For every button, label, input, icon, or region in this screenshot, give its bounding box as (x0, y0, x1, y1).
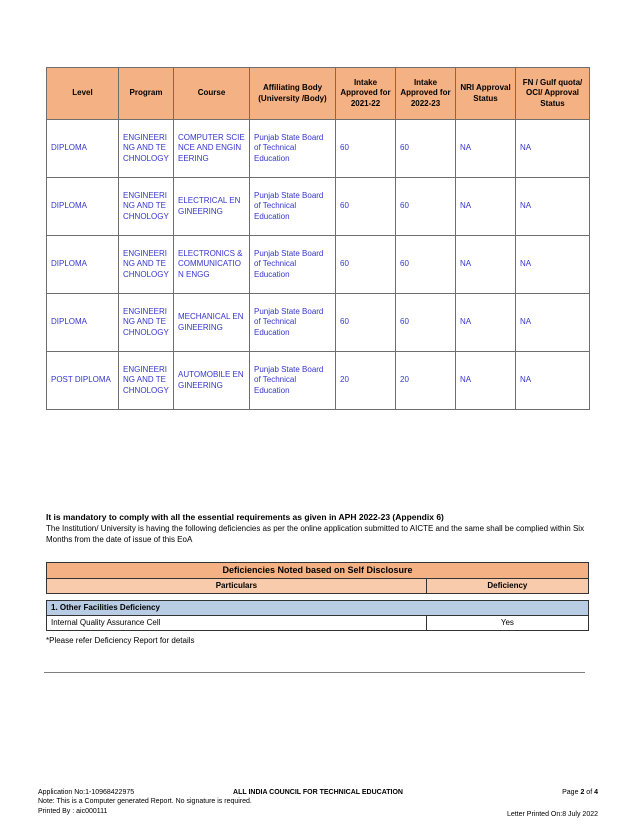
cell-level: DIPLOMA (47, 178, 119, 236)
column-header-fn-gulf-status: FN / Gulf quota/ OCI/ Approval Status (516, 68, 590, 120)
cell-course: ELECTRONICS & COMMUNICATION ENGG (174, 236, 250, 294)
cell-program: ENGINEERING AND TECHNOLOGY (119, 178, 174, 236)
column-header-nri-status: NRI Approval Status (456, 68, 516, 120)
page-number (562, 789, 598, 796)
table-row (47, 178, 590, 236)
cell-course: ELECTRICAL ENGINEERING (174, 178, 250, 236)
cell-intake-2022-23: 60 (396, 178, 456, 236)
cell-particulars: Internal Quality Assurance Cell (47, 616, 427, 630)
deficiency-table-title: Deficiencies Noted based on Self Disclosure (46, 562, 589, 579)
cell-level: DIPLOMA (47, 120, 119, 178)
cell-course: AUTOMOBILE ENGINEERING (174, 352, 250, 410)
cell-nri-status: NA (456, 294, 516, 352)
cell-course: COMPUTER SCIENCE AND ENGINEERING (174, 120, 250, 178)
cell-intake-2022-23: 60 (396, 294, 456, 352)
cell-affiliating-body: Punjab State Board of Technical Education (250, 178, 336, 236)
footer-organization: ALL INDIA COUNCIL FOR TECHNICAL EDUCATION (233, 789, 403, 796)
cell-fn-gulf-status: NA (516, 294, 590, 352)
cell-intake-2022-23: 60 (396, 120, 456, 178)
cell-affiliating-body: Punjab State Board of Technical Education (250, 352, 336, 410)
deficiency-footnote: *Please refer Deficiency Report for details (46, 636, 195, 645)
cell-intake-2022-23: 60 (396, 236, 456, 294)
page-total: 4 (594, 789, 598, 796)
compliance-body: The Institution/ University is having the following deficiencies as per the online application submitted to AICTE and the same shall be complied within Six Months from the date of issue of this EoA (46, 524, 585, 545)
printed-by: Printed By : aic000111 (38, 807, 108, 815)
cell-level: DIPLOMA (47, 236, 119, 294)
table-row (47, 294, 590, 352)
table-row (47, 236, 590, 294)
column-header-level: Level (47, 68, 119, 120)
cell-program: ENGINEERING AND TECHNOLOGY (119, 294, 174, 352)
cell-intake-2021-22: 60 (336, 120, 396, 178)
deficiency-category-row: 1. Other Facilities Deficiency (46, 600, 589, 616)
letter-printed-on: Letter Printed On:8 July 2022 (506, 811, 598, 818)
page-of-label: of (586, 789, 593, 796)
cell-fn-gulf-status: NA (516, 178, 590, 236)
deficiency-table-header-row (46, 579, 589, 594)
cell-intake-2021-22: 60 (336, 178, 396, 236)
column-header-program: Program (119, 68, 174, 120)
cell-fn-gulf-status: NA (516, 120, 590, 178)
cell-affiliating-body: Punjab State Board of Technical Education (250, 120, 336, 178)
cell-program: ENGINEERING AND TECHNOLOGY (119, 352, 174, 410)
cell-nri-status: NA (456, 120, 516, 178)
column-header-intake-2021-22: Intake Approved for 2021-22 (336, 68, 396, 120)
cell-level: DIPLOMA (47, 294, 119, 352)
page-current: 2 (580, 789, 585, 796)
cell-intake-2021-22: 60 (336, 236, 396, 294)
column-header-particulars: Particulars (47, 579, 427, 593)
cell-course: MECHANICAL ENGINEERING (174, 294, 250, 352)
cell-program: ENGINEERING AND TECHNOLOGY (119, 236, 174, 294)
cell-nri-status: NA (456, 352, 516, 410)
cell-affiliating-body: Punjab State Board of Technical Education (250, 236, 336, 294)
cell-level: POST DIPLOMA (47, 352, 119, 410)
cell-nri-status: NA (456, 178, 516, 236)
computer-generated-note: Note: This is a Computer generated Report. No signature is required. (38, 798, 252, 806)
column-header-course: Course (174, 68, 250, 120)
table-row (47, 352, 590, 410)
column-header-deficiency: Deficiency (487, 581, 528, 590)
column-header-affiliating-body: Affiliating Body (University /Body) (250, 68, 336, 120)
cell-intake-2021-22: 20 (336, 352, 396, 410)
cell-fn-gulf-status: NA (516, 352, 590, 410)
page-label: Page (562, 789, 579, 796)
compliance-heading: It is mandatory to comply with all the essential requirements as given in APH 2022-23 (Appendix 6) (46, 512, 444, 522)
program-intake-table (46, 67, 590, 410)
cell-program: ENGINEERING AND TECHNOLOGY (119, 120, 174, 178)
deficiency-section (46, 562, 589, 645)
application-number: Application No:1-10968422975 (38, 789, 135, 796)
cell-intake-2021-22: 60 (336, 294, 396, 352)
cell-intake-2022-23: 20 (396, 352, 456, 410)
table-row (47, 120, 590, 178)
deficiency-row (46, 616, 589, 631)
cell-nri-status: NA (456, 236, 516, 294)
compliance-note (46, 512, 594, 546)
cell-affiliating-body: Punjab State Board of Technical Education (250, 294, 336, 352)
divider (44, 672, 585, 673)
table-header-row (47, 68, 590, 120)
cell-fn-gulf-status: NA (516, 236, 590, 294)
column-header-intake-2022-23: Intake Approved for 2022-23 (396, 68, 456, 120)
cell-deficiency-value: Yes (500, 618, 514, 627)
